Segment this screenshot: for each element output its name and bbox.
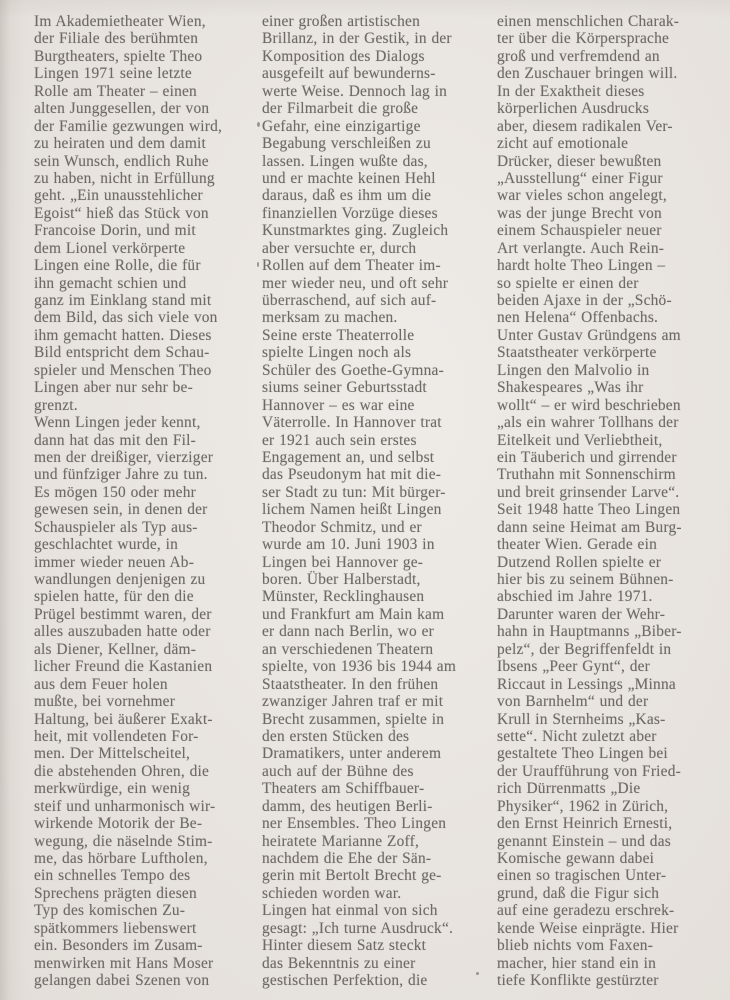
text-line: ein schnelles Tempo des [34,867,191,885]
text-line: dem Bild, das sich viele von [34,309,218,327]
text-line: daraus, daß es ihm um die [262,187,432,205]
text-line: Komische gewann dabei [497,850,655,867]
text-line: spätkommers liebenswert [34,919,197,937]
text-line: von Barnhelm“ und der [497,693,649,711]
text-line: Shakespeares „Was ihr [497,379,644,397]
text-line: Francoise Dorin, und mit [34,222,196,240]
text-line: Münster, Recklinghausen [262,588,425,606]
text-line: spielte, von 1936 bis 1944 am [262,658,457,676]
text-line: spielen hatte, für den die [34,588,194,606]
text-line: und er machte keinen Hehl [262,169,436,187]
text-line: lichem Namen heißt Lingen [262,501,442,519]
text-line: tiefe Konflikte gestürzter [497,972,659,990]
text-line: nachdem die Ehe der Sän- [262,850,432,867]
text-line: ein. Besonders im Zusam- [34,937,203,955]
text-line: das Bekenntnis zu einer [262,954,416,972]
text-line: ihn gemacht schien und [34,274,187,292]
text-line: Komposition des Dialogs [262,47,425,65]
text-line: Drücker, dieser bewußten [497,152,662,170]
text-line: damm, des heutigen Berli- [262,797,433,815]
scan-speck [476,972,479,975]
text-line: Bild entspricht dem Schau- [34,344,210,362]
text-line: so spielte er einen der [497,274,639,292]
text-line: me, das hörbare Luftholen, [34,850,208,867]
text-line: pelz“, der Begriffenfeldt in [497,640,672,658]
text-line: Theodor Schmitz, und er [262,518,422,536]
text-line: abschied im Jahre 1971. [497,588,653,606]
text-line: er 1921 auch sein erstes [262,431,417,449]
text-line: Hinter diesem Satz steckt [262,937,427,955]
text-line: hier bis zu seinem Bühnen- [497,571,674,588]
text-line: die abstehenden Ohren, die [34,762,210,780]
text-line: Art verlangte. Auch Rein- [497,239,665,257]
text-line: einem Schauspieler neuer [497,222,662,240]
text-line: immer wieder neuen Ab- [34,553,195,571]
text-line: blieb nichts vom Faxen- [497,937,654,955]
text-line: rich Dürrenmatts „Die [497,780,641,798]
text-line: hahn in Hauptmanns „Biber- [497,623,682,641]
text-line: körperlichen Ausdrucks [497,100,650,118]
text-line: Schüler des Goethe-Gymna- [262,361,444,379]
text-line: gestischen Perfektion, die [262,972,428,990]
text-line: wegung, die näselnde Stim- [34,832,213,850]
text-line: gesagt: „Ich turne Ausdruck“. [262,919,454,937]
text-line: kende Weise einprägte. Hier [497,919,679,937]
text-line: licher Freund die Kastanien [34,658,213,676]
text-line: Brillanz, in der Gestik, in der [262,30,452,48]
text-line: „als ein wahrer Tollhans der [497,414,679,432]
text-line: alten Junggesellen, der von [34,100,210,118]
text-line: theater Wien. Gerade ein [497,536,658,554]
text-line: Staatstheater verkörperte [497,344,657,362]
text-line: merkwürdige, ein wenig [34,780,191,798]
text-line: Dramatikers, unter anderem [262,745,442,763]
text-line: Schauspieler als Typ aus- [34,518,198,536]
text-line: aber, diesem radikalen Ver- [497,117,673,135]
text-line: Hannover – es war eine [262,396,415,414]
text-line: mer wieder neu, und oft sehr [262,274,449,292]
text-line: ser Stadt zu tun: Mit bürger- [262,483,446,501]
text-line: schieden worden war. [262,884,402,902]
text-line: zu haben, nicht in Erfüllung [34,169,215,187]
text-line: der Familie gezwungen wird, [34,117,223,135]
text-line: Lingen hat einmal von sich [262,902,438,920]
text-line: beiden Ajaxe in der „Schö- [497,292,672,309]
text-line: Lingen den Malvolio in [497,361,650,379]
text-line: Theaters am Schiffbauer- [262,780,425,798]
scan-speck [257,122,260,127]
text-line: ganz im Einklang stand mit [34,292,212,309]
text-line: was der junge Brecht von [497,204,662,222]
article-column-3 [497,13,723,990]
text-line: Eitelkeit und Verliebtheit, [497,431,663,449]
text-line: grund, daß die Figur sich [497,884,660,902]
text-line: Brecht zusammen, spielte in [262,710,445,728]
text-line: Sprechens prägten diesen [34,884,197,902]
article-column-1 [34,13,260,990]
article-column-2 [262,13,488,990]
text-line: den ersten Stücken des [262,727,410,745]
text-line: macher, hier stand ein in [497,954,656,972]
text-line: heiratete Marianne Zoff, [262,832,420,850]
text-line: steif und unharmonisch wir- [34,797,216,815]
text-line: überraschend, auf sich auf- [262,292,437,309]
text-line: In der Exaktheit dieses [497,82,645,100]
text-line: Wenn Lingen jeder kennt, [34,414,201,432]
text-line: Rollen auf dem Theater im- [262,257,441,275]
text-line: auf eine geradezu erschrek- [497,902,675,920]
text-line: men der dreißiger, vierziger [34,448,214,466]
text-line: auch auf der Bühne des [262,762,414,780]
text-line: Prügel bestimmt waren, der [34,605,212,623]
text-line: Im Akademietheater Wien, [34,13,206,30]
text-line: siums seiner Geburtsstadt [262,379,427,397]
text-line: Staatstheater. In den frühen [262,675,439,693]
text-line: aus dem Feuer holen [34,675,168,693]
text-line: Seine erste Theaterrolle [262,326,415,344]
text-line: Ibsens „Peer Gynt“, der [497,658,651,676]
text-line: genannt Einstein – und das [497,832,671,850]
text-line: hardt holte Theo Lingen – [497,257,666,275]
text-line: Lingen eine Rolle, die für [34,257,201,275]
text-line: wirkende Motorik der Be- [34,815,203,833]
text-line: zwanziger Jahren traf er mit [262,693,444,711]
text-line: Haltung, bei äußerer Exakt- [34,710,213,728]
text-line: nen Helena“ Offenbachs. [497,309,659,327]
text-line: Egoist“ hieß das Stück von [34,204,209,222]
text-line: wurde am 10. Juni 1903 in [262,536,435,554]
text-line: der Filiale des berühmten [34,30,199,48]
text-line: war vieles schon angelegt, [497,187,667,205]
text-line: Physiker“, 1962 in Zürich, [497,797,669,815]
text-line: an verschiedenen Theatern [262,640,434,658]
text-line: ausgefeilt auf bewunderns- [262,65,436,83]
text-line: gewesen sein, in denen der [34,501,208,519]
text-line: Gefahr, eine einzigartige [262,117,421,135]
text-line: gelangen dabei Szenen von [34,972,210,990]
text-line: Kunstmarktes ging. Zugleich [262,222,449,240]
text-line: Es mögen 150 oder mehr [34,483,196,501]
text-line: wollt“ – er wird beschrieben [497,396,681,414]
text-line: der Uraufführung von Fried- [497,762,681,780]
text-line: ner Ensembles. Theo Lingen [262,815,447,833]
text-line: lassen. Lingen wußte das, [262,152,428,170]
text-line: ein Täuberich und girrender [497,448,677,466]
text-line: werte Weise. Dennoch lag in [262,82,448,100]
text-line: spielte Lingen noch als [262,344,412,362]
text-line: menwirken mit Hans Moser [34,954,214,972]
text-line: den Ernst Heinrich Ernesti, [497,815,673,833]
text-line: zu heiraten und dem damit [34,135,207,153]
text-line: geschlachtet wurde, in [34,536,179,554]
scan-speck [257,262,259,267]
text-line: Typ des komischen Zu- [34,902,186,920]
text-line: Dutzend Rollen spielte er [497,553,662,571]
text-line: sein Wunsch, endlich Ruhe [34,152,209,170]
text-line: der Filmarbeit die große [262,100,419,118]
text-line: mußte, bei vornehmer [34,693,176,711]
text-line: das Pseudonym hat mit die- [262,466,442,484]
text-line: aber versuchte er, durch [262,239,417,257]
text-line: Unter Gustav Gründgens am [497,326,681,344]
text-line: und Frankfurt am Main kam [262,605,445,623]
text-line: Lingen aber nur sehr be- [34,379,193,397]
text-line: boren. Über Halberstadt, [262,571,421,588]
text-line: Krull in Sternheims „Kas- [497,710,666,728]
text-line: Seit 1948 hatte Theo Lingen [497,501,681,519]
text-line: ter über die Körpersprache [497,30,670,48]
text-line: heit, mit vollendeten For- [34,727,199,745]
text-line: dem Lionel verkörperte [34,239,186,257]
text-line: Burgtheaters, spielte Theo [34,47,203,65]
text-line: merksam zu machen. [262,309,398,327]
text-line: ihm gemacht hatten. Dieses [34,326,212,344]
text-line: finanziellen Vorzüge dieses [262,204,438,222]
text-line: geht. „Ein unausstehlicher [34,187,203,205]
text-line: Truthahn mit Sonnenschirm [497,466,676,484]
text-line: Riccaut in Lessings „Minna [497,675,676,693]
text-line: einen menschlichen Charak- [497,13,680,30]
text-line: er dann nach Berlin, wo er [262,623,434,641]
text-line: als Diener, Kellner, däm- [34,640,197,658]
text-line: Rolle am Theater – einen [34,82,197,100]
text-line: zicht auf emotionale [497,135,629,153]
text-line: und fünfziger Jahre zu tun. [34,466,208,484]
text-line: und breit grinsender Larve“. [497,483,680,501]
text-line: Begabung verschleißen zu [262,135,431,153]
text-line: gestaltete Theo Lingen bei [497,745,668,763]
text-line: spieler und Menschen Theo [34,361,212,379]
text-line: einer großen artistischen [262,13,420,30]
text-line: gerin mit Bertolt Brecht ge- [262,867,442,885]
text-line: einen so tragischen Unter- [497,867,667,885]
text-line: Engagement an, und selbst [262,448,435,466]
text-line: Lingen 1971 seine letzte [34,65,192,83]
text-line: sette“. Nicht zuletzt aber [497,727,657,745]
text-line: Väterrolle. In Hannover trat [262,414,442,432]
text-line: alles auszubaden hatte oder [34,623,211,641]
text-line: grenzt. [34,396,78,414]
text-line: Darunter waren der Wehr- [497,605,666,623]
text-line: men. Der Mittelscheitel, [34,745,191,763]
text-line: dann hat das mit den Fil- [34,431,196,449]
text-line: den Zuschauer bringen will. [497,65,678,83]
text-line: Lingen bei Hannover ge- [262,553,424,571]
text-line: „Ausstellung“ einer Figur [497,169,663,187]
text-line: groß und verfremdend an [497,47,660,65]
text-line: wandlungen denjenigen zu [34,571,206,588]
text-line: dann seine Heimat am Burg- [497,518,682,536]
